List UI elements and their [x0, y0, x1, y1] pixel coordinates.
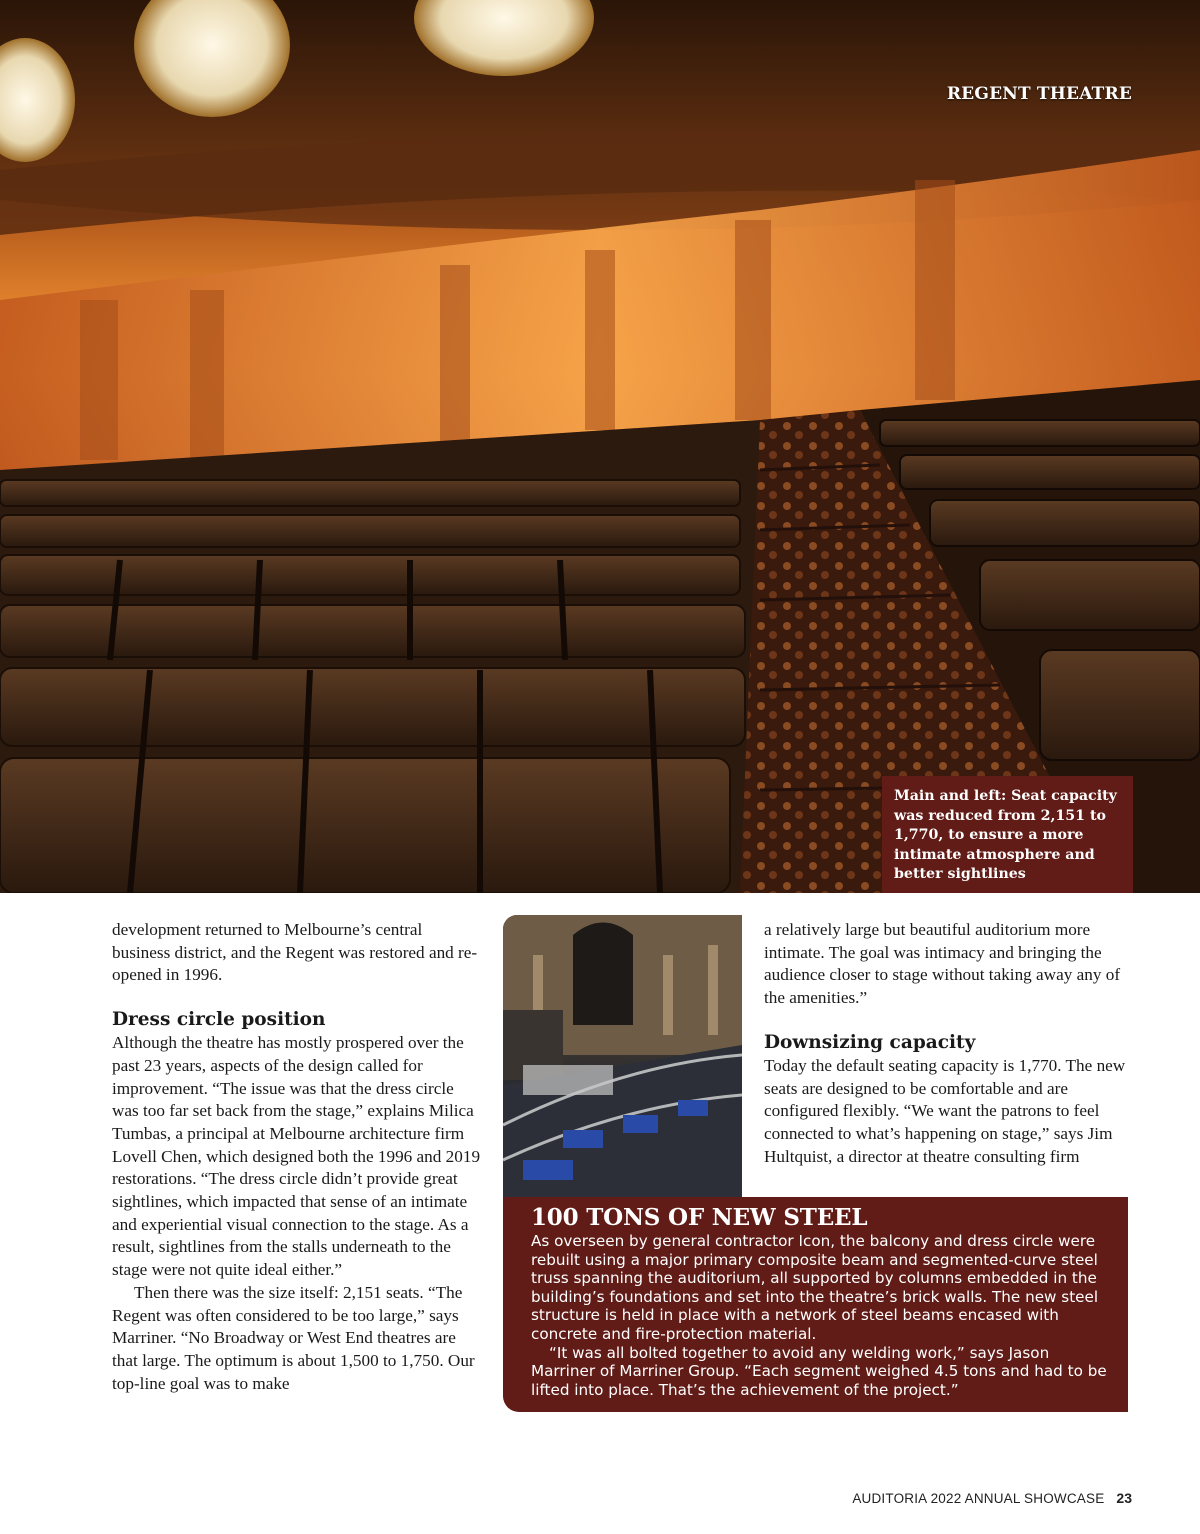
- page-number: 23: [1116, 1490, 1132, 1506]
- sidebar-paragraph-2: “It was all bolted together to avoid any welding work,” says Jason Marriner of Marriner Group. “Each segment weighed 4.5 tons and had to be lifted into place. That’s the achievement of the project.”: [531, 1343, 1107, 1399]
- column-left-intro: development returned to Melbourne’s central business district, and the Regent was restored and re-opened in 1996.: [112, 920, 478, 985]
- subheading-downsizing: Downsizing capacity: [764, 1031, 976, 1053]
- sidebar-paragraph-1: As overseen by general contractor Icon, the balcony and dress circle were rebuilt using a major primary composite beam and segmented-curve steel truss spanning the auditorium, all supported by columns embedded in the building’s foundations and set into the theatre’s brick walls. The new steel structure is held in place with a network of steel beams encased with concrete and fire-protection material.: [531, 1232, 1099, 1343]
- article-column-left: [112, 919, 484, 1395]
- column-left-paragraph-2: Then there was the size itself: 2,151 seats. “The Regent was often considered to be too large,” says Marriner. “No Broadway or West End theatres are that large. The optimum is about 1,500 to 1,750. Our top-line goal was to make: [112, 1282, 475, 1393]
- section-tag: REGENT THEATRE: [946, 84, 1132, 104]
- article-column-right: [764, 919, 1138, 1168]
- photo-caption: Main and left: Seat capacity was reduced from 2,151 to 1,770, to ensure a more intimate atmosphere and better sightlines: [882, 776, 1133, 893]
- sidebar-steel: [503, 1197, 1128, 1412]
- sidebar-title: 100 TONS OF NEW STEEL: [531, 1204, 868, 1231]
- column-right-intro: a relatively large but beautiful auditorium more intimate. The goal was intimacy and bringing the audience closer to stage without taking away any of the amenities.”: [764, 920, 1121, 1008]
- column-right-paragraph-1: Today the default seating capacity is 1,770. The new seats are designed to be comfortable and are configured flexibly. “We want the patrons to feel connected to what’s happening on stage,” says Jim Hultquist, a director at theatre consulting firm: [764, 1055, 1126, 1166]
- publication-name: AUDITORIA 2022 ANNUAL SHOWCASE: [852, 1491, 1105, 1506]
- column-left-paragraph-1: Although the theatre has mostly prospered over the past 23 years, aspects of the design called for improvement. “The issue was that the dress circle was too far set back from the stage,” explains Milica Tumbas, a principal at Melbourne architecture firm Lovell Chen, which designed both the 1996 and 2019 restorations. “The dress circle didn’t provide great sightlines, which impacted that sense of an intimate and experiential visual connection to the stage. As a result, sightlines from the stalls underneath to the stage were not quite ideal either.”: [112, 1033, 481, 1280]
- inset-photo-construction: [503, 915, 742, 1197]
- subheading-dress-circle: Dress circle position: [112, 1009, 326, 1031]
- construction-illustration: [503, 915, 742, 1197]
- page-footer: [852, 1490, 1132, 1506]
